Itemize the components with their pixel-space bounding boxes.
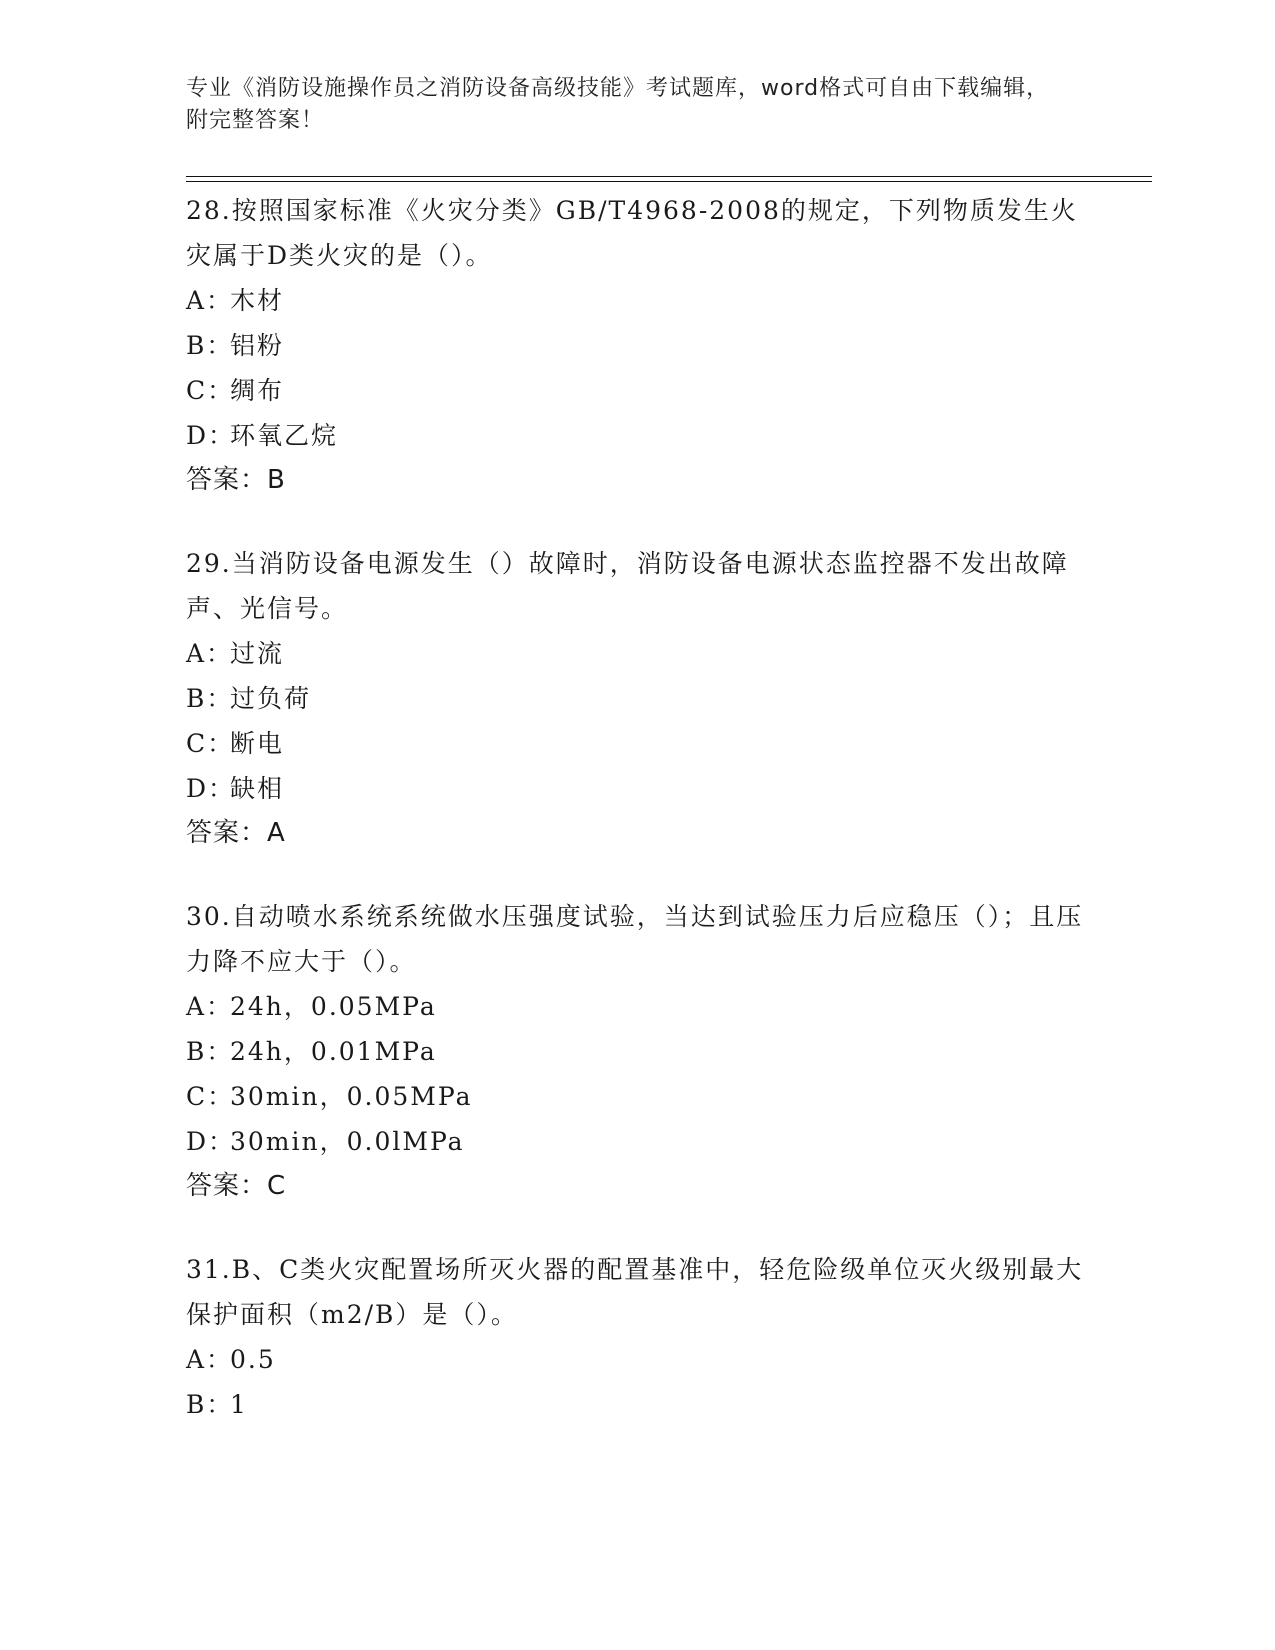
option-text: 绸布 [230,376,285,405]
option-label: D： [186,1127,236,1156]
option-text: 木材 [230,286,285,315]
option-label: A： [186,1345,234,1374]
option-label: D： [186,421,236,450]
option-b [186,1029,1086,1074]
header-divider-top [186,176,1152,177]
option-label: B： [186,331,234,360]
option-text: 环氧乙烷 [230,421,339,450]
option-text: 铝粉 [230,331,285,360]
question-list [186,188,1086,1465]
option-label: D： [186,774,236,803]
option-a [186,1337,1086,1382]
option-a [186,278,1086,323]
option-b [186,676,1086,721]
option-text: 过负荷 [230,684,312,713]
question-31 [186,1247,1086,1427]
option-text: 30min，0.05MPa [230,1082,473,1111]
question-text: 28.按照国家标准《火灾分类》GB/T4968-2008的规定，下列物质发生火灾属于D类火灾的是（）。 [186,196,1078,270]
option-b [186,323,1086,368]
option-label: B： [186,1390,234,1419]
option-label: A： [186,992,234,1021]
answer-line: 答案：C [186,1171,287,1201]
question-30 [186,894,1086,1209]
option-text: 1 [230,1390,248,1419]
option-c [186,1074,1086,1119]
option-c [186,721,1086,766]
option-d [186,766,1086,811]
option-text: 0.5 [230,1345,276,1374]
header-divider-bottom [186,181,1152,182]
option-d [186,413,1086,458]
option-label: C： [186,376,235,405]
option-text: 30min，0.0lMPa [230,1127,465,1156]
answer-line: 答案：B [186,465,286,495]
option-d [186,1119,1086,1164]
question-28 [186,188,1086,503]
option-text: 24h，0.01MPa [230,1037,437,1066]
option-text: 24h，0.05MPa [230,992,437,1021]
option-a [186,631,1086,676]
option-label: C： [186,729,235,758]
option-text: 过流 [230,639,285,668]
answer-line: 答案：A [186,818,286,848]
option-text: 断电 [230,729,285,758]
option-label: B： [186,1037,234,1066]
question-text: 29.当消防设备电源发生（）故障时，消防设备电源状态监控器不发出故障声、光信号。 [186,549,1069,623]
option-text: 缺相 [230,774,285,803]
question-text: 30.自动喷水系统系统做水压强度试验，当达到试验压力后应稳压（）；且压力降不应大于（）。 [186,902,1084,976]
option-c [186,368,1086,413]
option-label: B： [186,684,234,713]
question-text: 31.B、C类火灾配置场所灭火器的配置基准中，轻危险级单位灭火级别最大保护面积（m2/B）是（）。 [186,1255,1084,1329]
option-label: A： [186,639,234,668]
option-a [186,984,1086,1029]
document-header: 专业《消防设施操作员之消防设备高级技能》考试题库，word格式可自由下载编辑，附完整答案！ [186,76,1050,133]
option-label: A： [186,286,234,315]
option-label: C： [186,1082,235,1111]
option-b [186,1382,1086,1427]
question-29 [186,541,1086,856]
